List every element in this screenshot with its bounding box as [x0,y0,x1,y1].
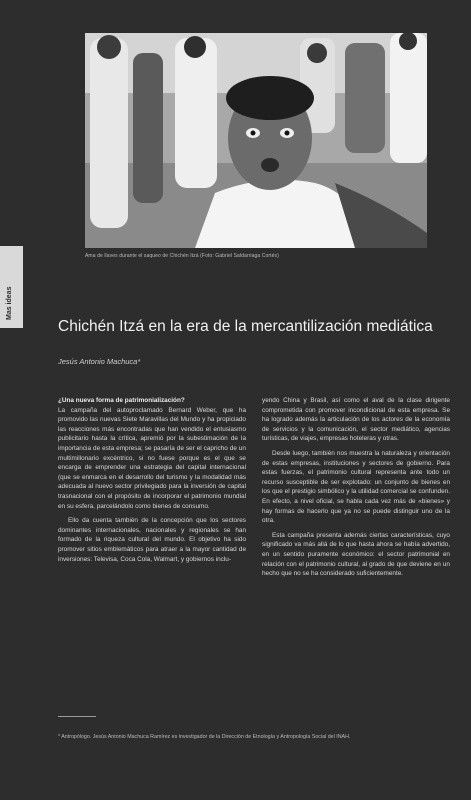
article-title: Chichén Itzá en la era de la mercantilización mediática [58,318,433,335]
footnote: * Antropólogo. Jesús Antonio Machuca Ramírez es investigador de la Dirección de Etnología y Antropología Social del INAH. [58,734,351,740]
body-paragraph: Ello da cuenta también de la concepción que los sectores dominantes internacionales, nacionales y regionales se han formado de la riqueza cultural del mundo. El objetivo ha sido promover sitios emblemáticos para atraer a la mayor cantidad de inversiones: Televisa, Coca Cola, Walmart, y gobiernos inclu- [58,517,246,563]
section-side-label: Mas ideas [6,286,13,320]
article-column-right [262,396,450,584]
photo-caption: Ama de llaves durante el saqueo de Chichén Itzá (Foto: Gabriel Saldarriaga Cortés) [85,253,279,259]
section-side-tab [0,246,23,328]
article-author: Jesús Antonio Machuca* [58,357,141,366]
body-paragraph: yendo China y Brasil, así como el aval de la clase dirigente comprometida con promover incondicional de esta empresa. Se ha logrado además la articulación de los actores de la economía de servicios y la comunicación, el sector mediático, agencias turísticas, de viajes, empresas hoteleras y otras. [262,397,450,443]
body-paragraph: Esta campaña presenta además ciertas características, cuyo significado va más allá de lo que hasta ahora se había advertido, en un sentido puramente económico: el sector patrimonial en relación con el patrimonio cultural, al grado de que deviene en un hecho que no se ha considerado suficientemente. [262,531,450,578]
body-paragraph: La campaña del autoproclamado Bernard Weber, que ha promovido las nuevas Siete Maravillas del Mundo y ha propiciado las reacciones más encontradas que han vendido el entusiasmo publicitario hasta la crítica, apremió por la subestimación de la importancia de esta empresa; se pasaría de ser el capricho de un multimillonario excéntrico, si no fuese porque es el que se encarga de emprender una estrategia del capital internacional (que se enmarca en el desarrollo del turismo y la modalidad más adecuada al nuevo sector privilegiado para la inversión de capital trasnacional con el propósito de incorporar el patrimonio mundial en su esfera, parcelándolo como bienes de consumo. [58,406,246,510]
section-heading: ¿Una nueva forma de patrimonialización? [58,397,185,404]
footnote-divider [58,716,96,717]
article-photo [85,33,427,248]
crowd-photo-illustration [85,33,427,248]
body-paragraph: Desde luego, también nos muestra la naturaleza y orientación de estas empresas, instituciones y sectores de gobierno. Para estas fuerzas, el patrimonio cultural representa ante todo un recurso susceptible de ser explotado: un conjunto de bienes en los que el prestigio simbólico y la utilidad comercial se confunden. En efecto, a nivel oficial, se habla cada vez más de «bienes» y hay formas de hacerlo que ya no se puede distinguir uno de la otra. [262,449,450,525]
article-column-left [58,396,246,569]
